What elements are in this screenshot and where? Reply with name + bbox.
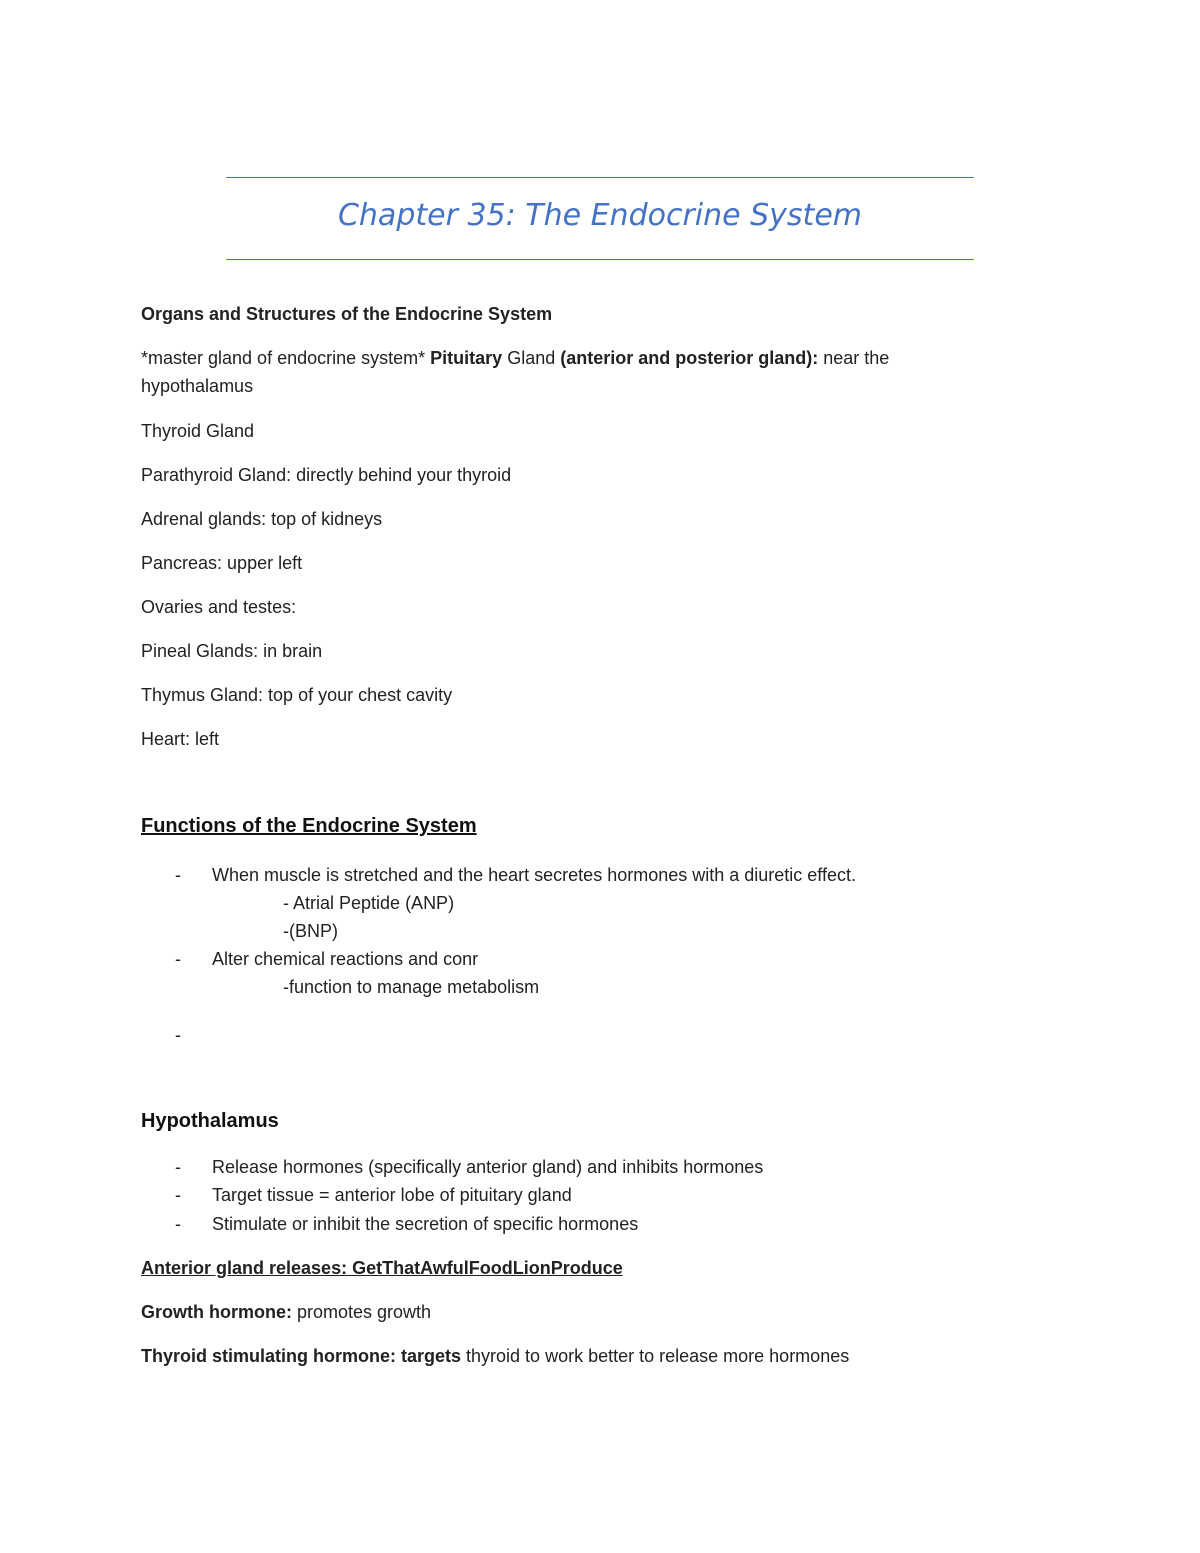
- tsh-line: [141, 1344, 849, 1368]
- pituitary-term-rest: Gland: [502, 348, 561, 368]
- organs-heading: Organs and Structures of the Endocrine System: [141, 304, 553, 324]
- pituitary-term: Pituitary: [430, 348, 503, 368]
- bullet-dash: -: [175, 1157, 181, 1177]
- organ-item: Heart: left: [141, 729, 220, 749]
- tsh-desc: thyroid to work better to release more hormones: [461, 1346, 850, 1366]
- bullet-dash-empty: -: [175, 1025, 181, 1045]
- hypothalamus-bullet: Stimulate or inhibit the secretion of specific hormones: [212, 1214, 639, 1234]
- functions-sub-metabolism: -function to manage metabolism: [283, 977, 540, 997]
- growth-hormone-desc: promotes growth: [292, 1302, 432, 1322]
- organ-item: Thymus Gland: top of your chest cavity: [141, 685, 453, 705]
- pituitary-line: [141, 346, 889, 370]
- bullet-dash: -: [175, 1214, 181, 1234]
- organ-item: Parathyroid Gland: directly behind your thyroid: [141, 465, 512, 485]
- page-title: Chapter 35: The Endocrine System: [337, 198, 863, 233]
- organ-item: Adrenal glands: top of kidneys: [141, 509, 383, 529]
- pituitary-line-cont: hypothalamus: [141, 376, 254, 396]
- hypothalamus-bullet: Target tissue = anterior lobe of pituitary gland: [212, 1185, 572, 1205]
- title-rule-bottom: [226, 259, 974, 260]
- growth-hormone-line: [141, 1300, 431, 1324]
- hypothalamus-bullet: Release hormones (specifically anterior gland) and inhibits hormones: [212, 1157, 764, 1177]
- functions-bullet-2: Alter chemical reactions and conr: [212, 949, 479, 969]
- organ-item: Thyroid Gland: [141, 421, 255, 441]
- title-rule-top: [226, 177, 974, 178]
- functions-heading: Functions of the Endocrine System: [141, 815, 477, 837]
- bullet-dash: -: [175, 865, 181, 885]
- organ-item: Pineal Glands: in brain: [141, 641, 323, 661]
- bullet-dash: -: [175, 949, 181, 969]
- bullet-dash: -: [175, 1185, 181, 1205]
- hypothalamus-heading: Hypothalamus: [141, 1110, 279, 1132]
- tsh-targets: targets: [396, 1346, 462, 1366]
- functions-sub-bnp: -(BNP): [283, 921, 338, 941]
- functions-bullet-1: When muscle is stretched and the heart secretes hormones with a diuretic effect.: [212, 865, 856, 885]
- organ-item: Ovaries and testes:: [141, 597, 297, 617]
- functions-sub-anp: - Atrial Peptide (ANP): [283, 893, 455, 913]
- pituitary-desc: near the: [818, 348, 890, 368]
- pituitary-prefix: *master gland of endocrine system*: [141, 348, 431, 368]
- pituitary-paren: (anterior and posterior gland):: [560, 348, 819, 368]
- tsh-term: Thyroid stimulating hormone:: [141, 1346, 396, 1366]
- anterior-gland-heading: Anterior gland releases: GetThatAwfulFoodLionProduce: [141, 1258, 623, 1278]
- growth-hormone-term: Growth hormone:: [141, 1302, 292, 1322]
- organ-item: Pancreas: upper left: [141, 553, 303, 573]
